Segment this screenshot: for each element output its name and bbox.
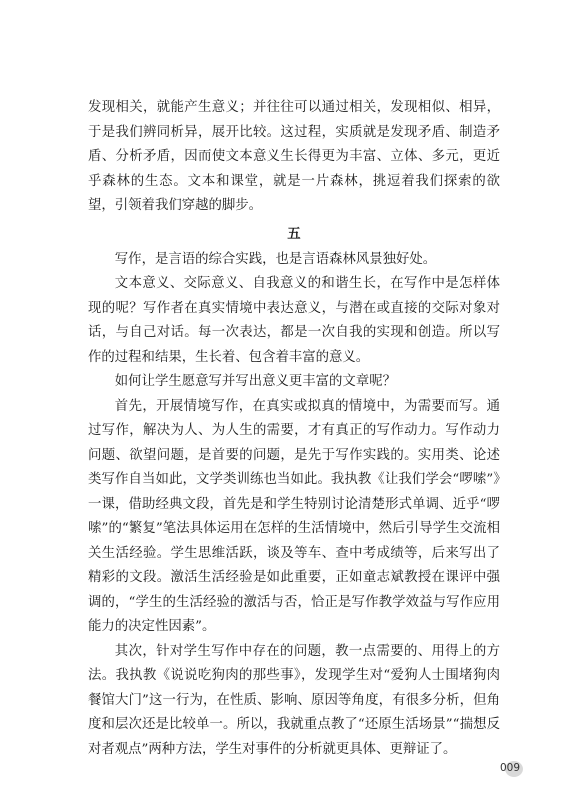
paragraph: 写作，是言语的综合实践，也是言语森林风景独好处。 xyxy=(114,251,437,267)
paragraph: 首先，开展情境写作，在真实或拟真的情境中，为需要而写。通过写作，解决为人、为人生的需要，才有真正的写作动力。写作动力问题、欲望问题，是首要的问题，是先于写作实践的。实用类、论述类写作自当如此，文学类训练也当如此。我执教《让我们学会“啰嗦”》一课，借助经典文段，首先是和学生特别讨论清楚形式单调、近乎“啰嗦”的“繁复”笔法具体运用在怎样的生活情境中，然后引导学生交流相关生活经验。学生思维活跃，谈及等车、查中考成绩等，后来写出了精彩的文段。激活生活经验是如此重要，正如童志斌教授在课评中强调的，“学生的生活经验的激活与否，恰正是写作教学效益与写作应用能力的决定性因素”。 xyxy=(88,398,500,634)
page-body xyxy=(88,96,500,762)
page-number: 009 xyxy=(499,762,521,774)
paragraph: 如何让学生愿意写并写出意义更丰富的文章呢？ xyxy=(114,374,396,389)
paragraph: 文本意义、交际意义、自我意义的和谐生长，在写作中是怎样体现的呢？写作者在真实情境中表达意义，与潜在或直接的交际对象对话，与自己对话。每一次表达，都是一次自我的实现和创造。所以写作的过程和结果，生长着、包含着丰富的意义。 xyxy=(88,276,500,365)
section-heading: 五 xyxy=(287,225,301,242)
paragraph: 其次，针对学生写作中存在的问题，教一点需要的、用得上的方法。我执教《说说吃狗肉的那些事》，发现学生对“爱狗人士围堵狗肉餐馆大门”这一行为，在性质、影响、原因等角度，有很多分析，但角度和层次还是比较单一。所以，我就重点教了“还原生活场景”“揣想反对者观点”两种方法，学生对事件的分析就更具体、更辩证了。 xyxy=(88,643,500,757)
paragraph-continuation: 发现相关，就能产生意义；并往往可以通过相关，发现相似、相异，于是我们辨同析异，展开比较。这过程，实质就是发现矛盾、制造矛盾、分析矛盾，因而使文本意义生长得更为丰富、立体、多元，更近乎森林的生态。文本和课堂，就是一片森林，挑逗着我们探索的欲望，引领着我们穿越的脚步。 xyxy=(88,100,500,213)
